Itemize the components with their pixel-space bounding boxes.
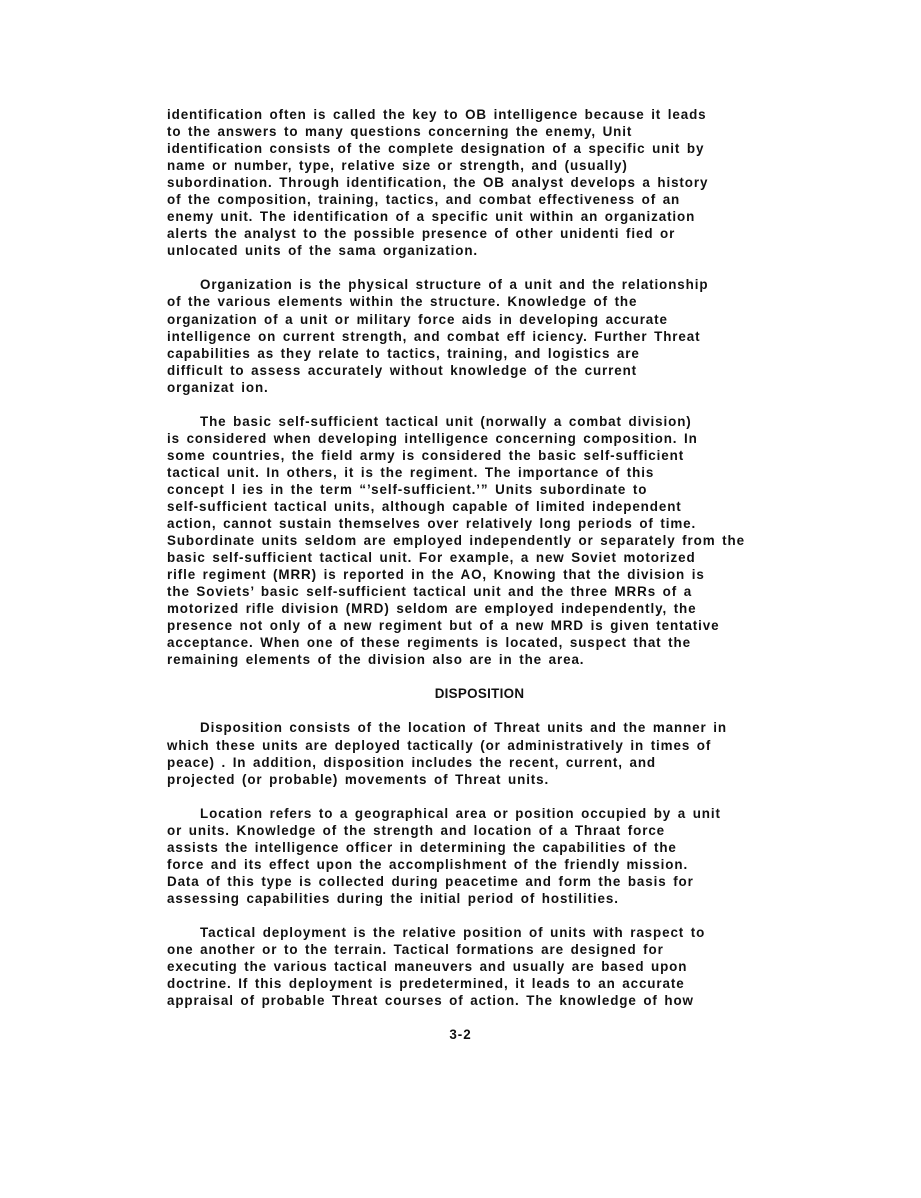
text-line: assessing capabilities during the initial period of hostilities. bbox=[167, 890, 619, 906]
text-line: basic self-sufficient tactical unit. For example, a new Soviet motorized bbox=[167, 550, 696, 566]
text-line: Tactical deployment is the relative position of units with raspect to bbox=[200, 924, 706, 940]
paragraph-self-sufficient-unit bbox=[167, 413, 792, 669]
text-line: is considered when developing intelligence concerning composition. In bbox=[167, 430, 698, 446]
paragraph-disposition bbox=[167, 719, 792, 787]
text-line: force and its effect upon the accomplishment of the friendly mission. bbox=[167, 856, 689, 872]
paragraph-tactical-deployment bbox=[167, 924, 792, 1009]
text-line: rifle regiment (MRR) is reported in the AO, Knowing that the division is bbox=[167, 567, 705, 583]
paragraph-organization bbox=[167, 276, 792, 395]
text-line: Organization is the physical structure of a unit and the relationship bbox=[200, 277, 709, 293]
text-line: tactical unit. In others, it is the regiment. The importance of this bbox=[167, 464, 655, 480]
text-line: action, cannot sustain themselves over relatively long periods of time. bbox=[167, 516, 697, 532]
text-line: unlocated units of the sama organization. bbox=[167, 243, 479, 259]
text-line: the Soviets’ basic self-sufficient tactical unit and the three MRRs of a bbox=[167, 584, 693, 600]
text-line: identification consists of the complete designation of a specific unit by bbox=[167, 141, 705, 157]
text-line: difficult to assess accurately without knowledge of the current bbox=[167, 362, 638, 378]
text-line: organization of a unit or military force aids in developing accurate bbox=[167, 311, 668, 327]
paragraph-location bbox=[167, 805, 792, 907]
text-line: appraisal of probable Threat courses of action. The knowledge of how bbox=[167, 993, 694, 1009]
text-line: of the composition, training, tactics, and combat effectiveness of an bbox=[167, 192, 681, 208]
text-line: executing the various tactical maneuvers and usually are based upon bbox=[167, 959, 688, 975]
body-text bbox=[167, 106, 792, 1026]
text-line: organizat ion. bbox=[167, 379, 269, 395]
text-line: Data of this type is collected during peacetime and form the basis for bbox=[167, 873, 694, 889]
text-line: one another or to the terrain. Tactical formations are designed for bbox=[167, 941, 664, 957]
text-line: enemy unit. The identification of a specific unit within an organization bbox=[167, 209, 696, 225]
text-line: Disposition consists of the location of Threat units and the manner in bbox=[200, 720, 727, 736]
text-line: intelligence on current strength, and combat eff iciency. Further Threat bbox=[167, 328, 701, 344]
text-line: or units. Knowledge of the strength and location of a Thraat force bbox=[167, 822, 666, 838]
text-line: doctrine. If this deployment is predetermined, it leads to an accurate bbox=[167, 976, 685, 992]
text-line: presence not only of a new regiment but of a new MRD is given tentative bbox=[167, 618, 720, 634]
text-line: name or number, type, relative size or strength, and (usually) bbox=[167, 158, 628, 174]
text-line: motorized rifle division (MRD) seldom are employed independently, the bbox=[167, 601, 697, 617]
text-line: self-sufficient tactical units, although capable of limited independent bbox=[167, 498, 682, 514]
text-line: identification often is called the key to OB intelligence because it leads bbox=[167, 107, 707, 122]
text-line: of the various elements within the structure. Knowledge of the bbox=[167, 294, 638, 310]
text-line: subordination. Through identification, the OB analyst develops a history bbox=[167, 175, 709, 191]
text-line: remaining elements of the division also are in the area. bbox=[167, 652, 585, 668]
text-line: to the answers to many questions concerning the enemy, Unit bbox=[167, 124, 633, 140]
text-line: concept l ies in the term “’self-sufficient.’” Units subordinate to bbox=[167, 481, 648, 497]
text-line: projected (or probable) movements of Threat units. bbox=[167, 771, 550, 787]
text-line: acceptance. When one of these regiments is located, suspect that the bbox=[167, 635, 691, 651]
text-line: assists the intelligence officer in determining the capabilities of the bbox=[167, 839, 677, 855]
page-number: 3-2 bbox=[449, 1027, 472, 1042]
text-line: which these units are deployed tactically (or administratively in times of bbox=[167, 737, 712, 753]
paragraph-identification bbox=[167, 106, 792, 259]
text-line: capabilities as they relate to tactics, training, and logistics are bbox=[167, 345, 640, 361]
text-line: Subordinate units seldom are employed independently or separately from the bbox=[167, 533, 745, 549]
text-line: peace) . In addition, disposition includes the recent, current, and bbox=[167, 754, 657, 770]
section-heading: DISPOSITION bbox=[434, 686, 525, 702]
text-line: some countries, the field army is considered the basic self-sufficient bbox=[167, 447, 685, 463]
text-line: Location refers to a geographical area or position occupied by a unit bbox=[200, 805, 721, 821]
text-line: alerts the analyst to the possible presence of other unidenti fied or bbox=[167, 226, 676, 242]
text-line: The basic self-sufficient tactical unit (norwally a combat division) bbox=[200, 413, 692, 429]
